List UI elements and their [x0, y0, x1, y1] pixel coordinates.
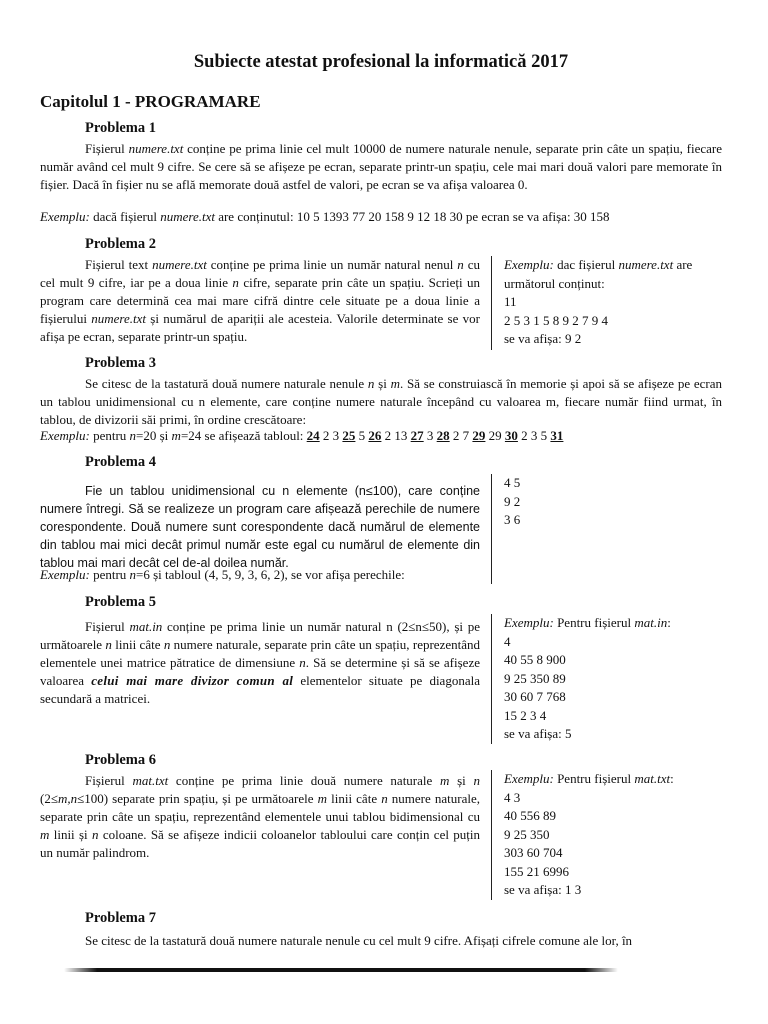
sequence-number: 29 [472, 428, 486, 443]
sequence-number: 24 [306, 428, 320, 443]
example-line: 9 25 350 [504, 826, 550, 842]
sequence-number: 27 [410, 428, 424, 443]
sequence-number: 25 [342, 428, 356, 443]
problem-5-heading: Problema 5 [85, 594, 157, 610]
problem-3-text: Se citesc de la tastatură două numere naturale nenule n și m. Să se construiască în memorie și apoi să se afișeze pe ecran un tablou unidimensional cu n elemente, care conține numere naturale începând cu valoarea m, fiecare număr fiind urmat, în tablou, de divizorii săi primi, în ordine crescătoare: [40, 376, 722, 427]
example-line: 30 60 7 768 [504, 689, 566, 704]
example-header: Exemplu: dac fișierul numere.txt are [504, 257, 693, 272]
sequence-divisors: 2 3 5 [517, 428, 551, 443]
problem-3-heading: Problema 3 [85, 355, 157, 371]
problem-6-example-box [491, 770, 734, 900]
chapter-title: Capitolul 1 - PROGRAMARE [40, 92, 261, 111]
problem-5-text: Fișierul mat.in conține pe prima linie un număr natural n (2≤n≤50), și pe următoarele n linii câte n numere naturale, separate prin câte un spațiu, reprezentând elementele unei matrice pătratice de dimensiune n. Să se determine și să se afișeze valoarea celui mai mare divizor comun al elementelor situate pe diagonala secundară a matricei. [40, 619, 480, 706]
sequence-divisors: 2 3 [319, 428, 343, 443]
example-line: 303 60 704 [504, 845, 563, 860]
footer-divider [64, 968, 618, 972]
sequence-divisors: 3 [423, 428, 437, 443]
problem-7-text: Se citesc de la tastatură două numere naturale nenule cu cel mult 9 cifre. Afișați cifrele comune ale lor, în [85, 933, 633, 948]
example-line: 4 5 [504, 475, 521, 490]
example-line: 15 2 3 4 [504, 707, 547, 723]
example-line: 4 [504, 633, 511, 649]
problem-2-example-box [491, 256, 734, 350]
sequence-number: 28 [436, 428, 450, 443]
problem-4-example-box [491, 474, 734, 584]
example-line: 9 2 [504, 493, 521, 509]
problem-4-heading: Problema 4 [85, 454, 157, 470]
example-header: Exemplu: Pentru fișierul mat.in: [504, 615, 671, 630]
example-line: 40 556 89 [504, 808, 556, 823]
problem-6-text: Fișierul mat.txt conține pe prima linie două numere naturale m și n (2≤m,n≤100) separate prin spațiu, și pe următoarele m linii câte n numere naturale, separate prin câte un spațiu, reprezentând elementele unui tablou bidimensional cu m linii și n coloane. Să se afișeze indicii coloanelor tabloului care conțin cel puțin un număr palindrom. [40, 773, 481, 860]
sequence-divisors: 5 [355, 428, 369, 443]
example-line: 11 [504, 294, 517, 309]
sequence-divisors: 2 7 [449, 428, 473, 443]
page-title: Subiecte atestat profesional la informatică 2017 [193, 52, 569, 72]
example-line: se va afișa: 5 [504, 726, 572, 741]
problem-6-heading: Problema 6 [85, 752, 157, 768]
sequence-number: 31 [550, 428, 564, 443]
example-sequence [307, 428, 564, 443]
example-header: Exemplu: Pentru fișierul mat.txt: [504, 771, 674, 786]
problem-7-heading: Problema 7 [85, 910, 157, 926]
example-line: 9 25 350 89 [504, 670, 566, 686]
problem-1-heading: Problema 1 [85, 120, 157, 136]
sequence-number: 30 [504, 428, 518, 443]
example-line: se va afișa: 1 3 [504, 882, 582, 897]
problem-2-text: Fișierul text numere.txt conține pe prima linie un număr natural nenul n cu cel mult 9 cifre, iar pe a doua linie n cifre, separate prin câte un spațiu. Scrieți un program care determină cea mai mare cifră dintre cele situate pe a doua linie a fișierului numere.txt și numărul de apariții ale acesteia. Valorile determinate se vor afișa pe ecran, separate printr-un spațiu. [40, 257, 480, 344]
problem-3-example: Exemplu: pentru n=20 și m=24 se afișează tabloul: 24 2 3 25 5 26 2 13 27 3 28 2 7 29 29 30 2 3 5 31 [40, 428, 564, 443]
sequence-divisors: 2 13 [381, 428, 411, 443]
example-line: 2 5 3 1 5 8 9 2 7 9 4 [504, 312, 608, 328]
example-line: următorul conținut: [504, 275, 605, 291]
problem-2-heading: Problema 2 [85, 236, 157, 252]
example-line: 40 55 8 900 [504, 652, 566, 667]
sequence-divisors: 29 [485, 428, 505, 443]
problem-4-text: Fie un tablou unidimensional cu n elemente (n≤100), care conține numere întregi. Să se realizeze un program care afișează perechile de numere corespondente. Două numere sunt corespondente dacă numărul de elemente din tablou mai mici decât primul număr este egal cu numărul de elemente din tablou mai mari decât cel de-al doilea număr. [40, 484, 480, 570]
problem-1-text: Fișierul numere.txt conține pe prima linie cel mult 10000 de numere naturale nenule, separate prin câte un spațiu, fiecare număr având cel mult 9 cifre. Se cere să se afișeze pe ecran, separate printr-un spațiu, cele mai mari două valori pare memorate în fișier. Dacă în fișier nu se află memorate două astfel de valori, pe ecran se va afișa valoarea 0. [40, 141, 722, 192]
problem-5-example-box [491, 614, 734, 744]
problem-4-example: Exemplu: pentru n=6 și tabloul (4, 5, 9, 3, 6, 2), se vor afișa perechile: [40, 567, 405, 582]
example-line: se va afișa: 9 2 [504, 331, 582, 346]
sequence-number: 26 [368, 428, 382, 443]
example-line: 4 3 [504, 789, 521, 805]
example-line: 155 21 6996 [504, 863, 569, 879]
problem-1-example: Exemplu: dacă fișierul numere.txt are conținutul: 10 5 1393 77 20 158 9 12 18 30 pe ecran se va afișa: 30 158 [40, 209, 610, 224]
example-line: 3 6 [504, 512, 521, 527]
